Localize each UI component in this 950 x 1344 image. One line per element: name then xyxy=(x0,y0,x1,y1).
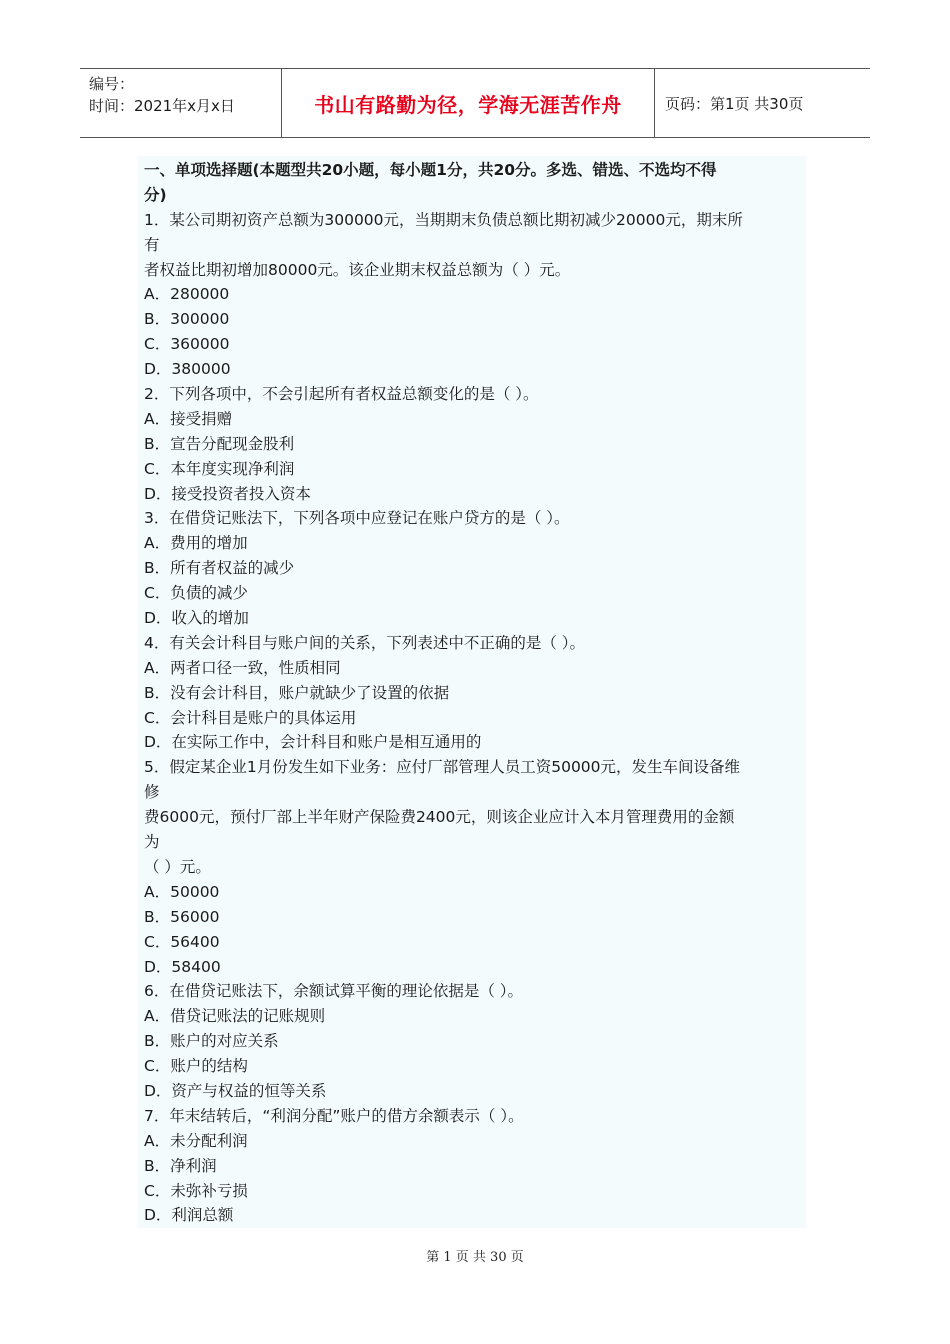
text-line: 5．假定某企业1月份发生如下业务：应付厂部管理人员工资50000元，发生车间设备维 xyxy=(144,758,741,777)
text-line: B．净利润 xyxy=(144,1156,217,1175)
document-time-label: 时间：2021年x月x日 xyxy=(89,97,235,115)
text-line: A．费用的增加 xyxy=(144,534,248,553)
text-line: A．借贷记账法的记账规则 xyxy=(144,1007,326,1026)
text-line: B．没有会计科目，账户就缺少了设置的依据 xyxy=(144,683,450,702)
text-line: 6．在借贷记账法下，余额试算平衡的理论依据是（ ）。 xyxy=(144,982,524,1001)
text-line: A．两者口径一致，性质相同 xyxy=(144,658,341,677)
text-line: 1．某公司期初资产总额为300000元，当期期末负债总额比期初减少20000元，期末所 xyxy=(144,210,743,229)
document-number-label: 编号： xyxy=(89,75,135,93)
text-line: A．接受捐赠 xyxy=(144,409,233,428)
text-line: A．未分配利润 xyxy=(144,1131,248,1150)
text-line: D．58400 xyxy=(144,957,221,976)
text-line: B．所有者权益的减少 xyxy=(144,559,295,578)
question-content-area xyxy=(138,156,806,1228)
header-motto-cell xyxy=(282,69,655,137)
text-line: D．接受投资者投入资本 xyxy=(144,484,311,503)
text-line: 有 xyxy=(144,235,160,254)
text-line: B．账户的对应关系 xyxy=(144,1032,279,1051)
text-line: C．本年度实现净利润 xyxy=(144,459,295,478)
text-line: B．56000 xyxy=(144,907,220,926)
text-line: 为 xyxy=(144,833,160,852)
text-line: D．380000 xyxy=(144,360,231,379)
text-line: 3．在借贷记账法下，下列各项中应登记在账户贷方的是（ ）。 xyxy=(144,509,570,528)
text-line: D．资产与权益的恒等关系 xyxy=(144,1081,327,1100)
text-line: C．会计科目是账户的具体运用 xyxy=(144,708,357,727)
text-line: （ ）元。 xyxy=(144,857,211,876)
text-line: C．未弥补亏损 xyxy=(144,1181,248,1200)
page-info-text: 页码：第1页 共30页 xyxy=(665,94,804,113)
header-meta xyxy=(80,69,282,137)
text-line: 7．年末结转后，“利润分配”账户的借方余额表示（ ）。 xyxy=(144,1106,524,1125)
header-page-info-cell xyxy=(655,69,870,137)
question-lines xyxy=(144,158,804,1228)
text-line: 修 xyxy=(144,783,160,802)
page-footer: 第 1 页 共 30 页 xyxy=(426,1250,524,1265)
text-line: D．在实际工作中，会计科目和账户是相互通用的 xyxy=(144,733,482,752)
text-line: A．50000 xyxy=(144,882,220,901)
text-line: C．360000 xyxy=(144,335,230,354)
motto-text: 书山有路勤为径，学海无涯苦作舟 xyxy=(314,92,622,117)
text-line: 者权益比期初增加80000元。该企业期末权益总额为（ ）元。 xyxy=(144,260,571,279)
text-line: C．56400 xyxy=(144,932,220,951)
text-line: D．收入的增加 xyxy=(144,609,249,628)
text-line: 费6000元，预付厂部上半年财产保险费2400元，则该企业应计入本月管理费用的金额 xyxy=(144,808,735,827)
text-line: 4．有关会计科目与账户间的关系，下列表述中不正确的是（ ）。 xyxy=(144,633,586,652)
text-line: D．利润总额 xyxy=(144,1206,234,1225)
page-header xyxy=(80,68,870,138)
text-line: 一、单项选择题(本题型共20小题，每小题1分，共20分。多选、错选、不选均不得 xyxy=(144,161,717,179)
text-line: A．280000 xyxy=(144,285,230,304)
text-line: 分) xyxy=(144,185,167,204)
text-line: C．账户的结构 xyxy=(144,1057,248,1076)
text-line: B．300000 xyxy=(144,310,230,329)
text-line: 2．下列各项中，不会引起所有者权益总额变化的是（ ）。 xyxy=(144,385,539,404)
text-line: B．宣告分配现金股利 xyxy=(144,434,295,453)
text-line: C．负债的减少 xyxy=(144,584,248,603)
